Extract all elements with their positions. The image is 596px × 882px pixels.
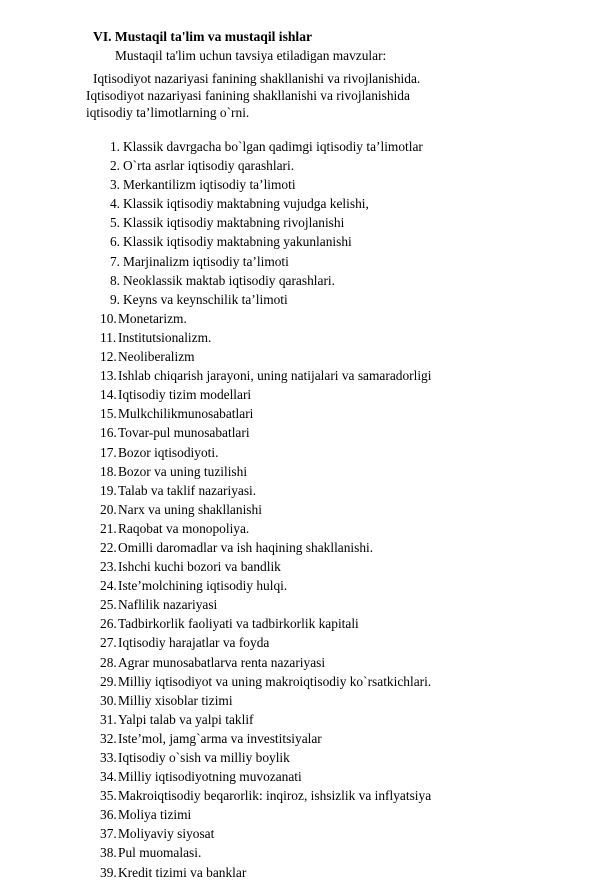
list-item <box>0 462 596 481</box>
list-item-text: Monetarizm. <box>118 310 187 326</box>
list-item-number: 3. <box>109 177 120 193</box>
list-item-text: Yalpi talab va yalpi taklif <box>118 711 254 727</box>
list-item-number: 18. <box>100 463 117 479</box>
list-item-number: 26. <box>100 616 117 632</box>
list-item <box>0 824 596 843</box>
list-item-number: 27. <box>100 635 117 651</box>
list-item <box>0 786 596 805</box>
list-item-number: 29. <box>100 673 117 689</box>
list-item <box>0 175 596 194</box>
list-item <box>0 271 596 290</box>
list-item <box>0 309 596 328</box>
list-item-text: O`rta asrlar iqtisodiy qarashlari. <box>123 158 295 174</box>
list-item-text: Institutsionalizm. <box>118 329 212 345</box>
intro-paragraph <box>86 70 486 121</box>
list-item-text: Tadbirkorlik faoliyati va tadbirkorlik kapitali <box>118 616 359 632</box>
list-item-number: 11. <box>100 329 117 345</box>
list-item-text: Neoliberalizm <box>118 349 195 365</box>
list-item-text: Ishchi kuchi bozori va bandlik <box>118 559 281 575</box>
list-item-number: 6. <box>109 234 120 250</box>
list-item-text: Bozor va uning tuzilishi <box>118 463 248 479</box>
list-item-number: 10. <box>100 310 117 326</box>
list-item <box>0 653 596 672</box>
list-item <box>0 538 596 557</box>
list-item-number: 8. <box>109 272 120 288</box>
list-item-number: 32. <box>100 730 117 746</box>
list-item-text: Milliy xisoblar tizimi <box>118 692 233 708</box>
list-item <box>0 576 596 595</box>
list-item-number: 34. <box>100 769 117 785</box>
list-item <box>0 137 596 156</box>
list-item <box>0 614 596 633</box>
list-item-text: Klassik iqtisodiy maktabning vujudga kelishi, <box>123 196 369 212</box>
list-item <box>0 366 596 385</box>
list-item-text: Moliya tizimi <box>118 807 192 823</box>
section-subheading: Mustaqil ta'lim uchun tavsiya etiladigan mavzular: <box>115 48 387 63</box>
list-item-text: Iste’mol, jamg`arma va investitsiyalar <box>118 730 322 746</box>
intro-line: Iqtisodiyot nazariyasi fanining shakllanishi va rivojlanishida <box>86 88 410 103</box>
list-item-number: 35. <box>100 788 117 804</box>
list-item-number: 23. <box>100 559 117 575</box>
list-item-text: Merkantilizm iqtisodiy ta’limoti <box>123 177 296 193</box>
list-item-text: Pul muomalasi. <box>118 845 202 861</box>
list-item-number: 37. <box>100 826 117 842</box>
list-item <box>0 672 596 691</box>
list-item-text: Narx va uning shakllanishi <box>118 501 262 517</box>
list-item-number: 1. <box>109 139 120 154</box>
list-item-number: 24. <box>100 578 117 594</box>
list-item-text: Naflilik nazariyasi <box>118 597 218 613</box>
list-item-number: 4. <box>109 196 120 212</box>
list-item-number: 22. <box>100 539 117 555</box>
list-item-text: Agrar munosabatlarva renta nazariyasi <box>118 654 326 670</box>
list-item-number: 19. <box>100 482 117 498</box>
list-item <box>0 423 596 442</box>
list-item <box>0 767 596 786</box>
list-item <box>0 595 596 614</box>
list-item <box>0 156 596 175</box>
list-item-number: 21. <box>100 520 117 536</box>
list-item-text: Makroiqtisodiy beqarorlik: inqiroz, ishsizlik va inflyatsiya <box>118 788 432 804</box>
list-item <box>0 443 596 462</box>
intro-line: Iqtisodiyot nazariyasi fanining shakllanishi va rivojlanishida. <box>93 71 421 86</box>
list-item <box>0 232 596 251</box>
list-item <box>0 710 596 729</box>
section-heading: VI. Mustaqil ta'lim va mustaqil ishlar <box>93 29 313 44</box>
list-item <box>0 691 596 710</box>
list-item-number: 14. <box>100 387 117 403</box>
list-item-text: Klassik davrgacha bo`lgan qadimgi iqtisodiy ta’limotlar <box>123 139 423 154</box>
list-item-number: 13. <box>100 368 117 384</box>
list-item-text: Klassik iqtisodiy maktabning rivojlanishi <box>123 215 345 231</box>
list-item-number: 5. <box>109 215 120 231</box>
list-item-number: 2. <box>109 158 120 174</box>
list-item-text: Ishlab chiqarish jarayoni, uning natijalari va samaradorligi <box>118 368 432 384</box>
list-item-number: 33. <box>100 750 117 765</box>
list-item <box>0 347 596 366</box>
list-item-number: 15. <box>100 406 117 422</box>
list-item <box>0 729 596 748</box>
list-item <box>0 194 596 213</box>
list-item-text: Tovar-pul munosabatlari <box>118 425 250 441</box>
list-item-number: 38. <box>100 845 117 861</box>
list-item <box>0 213 596 232</box>
list-item-text: Omilli daromadlar va ish haqining shakllanishi. <box>118 539 374 555</box>
list-item-number: 28. <box>100 654 117 670</box>
list-item-text: Milliy iqtisodiyotning muvozanati <box>118 769 302 785</box>
list-item <box>0 557 596 576</box>
list-item-number: 7. <box>109 253 120 269</box>
list-item-text: Neoklassik maktab iqtisodiy qarashlari. <box>123 272 335 288</box>
list-item-number: 36. <box>100 807 117 823</box>
list-item <box>0 290 596 309</box>
list-item <box>0 500 596 519</box>
list-item-number: 16. <box>100 425 117 441</box>
list-item-text: Kredit tizimi va banklar <box>118 864 247 880</box>
list-item-text: Iqtisodiy tizim modellari <box>118 387 252 403</box>
list-item-text: Iqtisodiy harajatlar va foyda <box>118 635 270 651</box>
list-item-text: Moliyaviy siyosat <box>118 826 215 842</box>
list-item <box>0 519 596 538</box>
list-item <box>0 385 596 404</box>
list-item-text: Iste’molchining iqtisodiy hulqi. <box>118 578 288 594</box>
list-item <box>0 481 596 500</box>
list-item-text: Bozor iqtisodiyoti. <box>118 444 219 460</box>
list-item <box>0 843 596 862</box>
list-item-number: 31. <box>100 711 117 727</box>
list-item <box>0 252 596 271</box>
list-item <box>0 404 596 423</box>
list-item <box>0 805 596 824</box>
list-item <box>0 863 596 882</box>
list-item-number: 20. <box>100 501 117 517</box>
list-item-text: Raqobat va monopoliya. <box>118 520 250 536</box>
list-item-number: 12. <box>100 349 117 365</box>
list-item-text: Iqtisodiy o`sish va milliy boylik <box>118 750 290 765</box>
list-item-text: Marjinalizm iqtisodiy ta’limoti <box>123 253 289 269</box>
list-item <box>0 328 596 347</box>
list-item-number: 30. <box>100 692 117 708</box>
list-item <box>0 748 596 767</box>
list-item-number: 39. <box>100 864 117 880</box>
topic-list <box>0 137 596 882</box>
list-item <box>0 633 596 652</box>
list-item-text: Klassik iqtisodiy maktabning yakunlanishi <box>123 234 352 250</box>
list-item-text: Talab va taklif nazariyasi. <box>118 482 257 498</box>
list-item-text: Mulkchilikmunosabatlari <box>118 406 254 422</box>
list-item-number: 17. <box>100 444 117 460</box>
list-item-text: Milliy iqtisodiyot va uning makroiqtisodiy ko`rsatkichlari. <box>118 673 432 689</box>
list-item-number: 25. <box>100 597 117 613</box>
list-item-text: Keyns va keynschilik ta’limoti <box>123 291 288 307</box>
intro-line: iqtisodiy ta’limotlarning o`rni. <box>86 105 250 120</box>
list-item-number: 9. <box>109 291 120 307</box>
